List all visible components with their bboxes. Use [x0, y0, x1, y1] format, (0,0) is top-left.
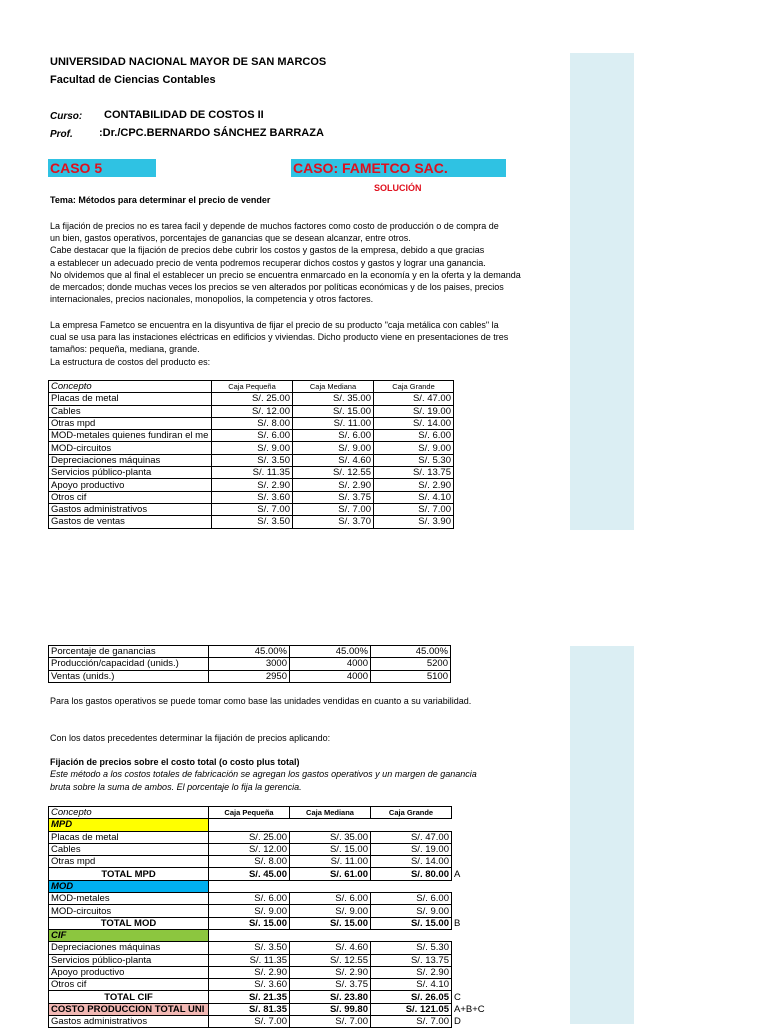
- cell: S/. 9.00: [293, 442, 374, 454]
- cell: Gastos administrativos: [49, 1016, 209, 1028]
- total-label: TOTAL CIF: [49, 991, 209, 1003]
- cell: S/. 15.00: [290, 843, 371, 855]
- cell: Otras mpd: [49, 856, 209, 868]
- empty-cell: [452, 843, 488, 855]
- cell: Gastos administrativos: [49, 503, 212, 515]
- formula-tag: A: [454, 868, 461, 880]
- intro-line: a establecer un adecuado precio de venta podremos recuperar dichos costos y gastos y lograr una ganancia.: [50, 257, 486, 268]
- method-desc-line: bruta sobre la suma de ambos. El porcentaje lo fija la gerencia.: [50, 782, 302, 792]
- total-label: TOTAL MOD: [49, 917, 209, 929]
- cell: S/. 2.90: [209, 966, 290, 978]
- cell: Gastos de ventas: [49, 516, 212, 528]
- section-row-mpd: [49, 819, 488, 831]
- empty-cell: [452, 929, 488, 941]
- cell: Apoyo productivo: [49, 479, 212, 491]
- method-desc-line: Este método a los costos totales de fabricación se agregan los gastos operativos y un margen de ganancia: [50, 769, 477, 779]
- header-concept: Concepto: [49, 807, 209, 819]
- empty-cell: [452, 856, 488, 868]
- cell: S/. 14.00: [374, 417, 454, 429]
- cell: S/. 2.90: [371, 966, 452, 978]
- cell: S/. 11.35: [209, 954, 290, 966]
- parameters-table: [48, 645, 451, 683]
- cost-structure-table: [48, 380, 454, 529]
- table-row: [49, 393, 454, 405]
- cell: S/. 3.50: [212, 454, 293, 466]
- cell: S/. 6.00: [212, 430, 293, 442]
- cell: Apoyo productivo: [49, 966, 209, 978]
- cell: S/. 23.80: [290, 991, 371, 1003]
- header-concept: Concepto: [49, 381, 212, 393]
- empty-cell: [452, 954, 488, 966]
- cell: S/. 4.10: [371, 979, 452, 991]
- cell: S/. 35.00: [293, 393, 374, 405]
- empty-cell: [452, 979, 488, 991]
- cell: Ventas (unids.): [49, 670, 209, 682]
- cell: S/. 6.00: [209, 893, 290, 905]
- cell: S/. 12.00: [212, 405, 293, 417]
- cell: S/. 8.00: [212, 417, 293, 429]
- cell: S/. 4.60: [290, 942, 371, 954]
- table-header-row: [49, 807, 488, 819]
- empty-cell: [452, 831, 488, 843]
- cost-plus-table: [48, 806, 488, 1028]
- university-title: UNIVERSIDAD NACIONAL MAYOR DE SAN MARCOS: [50, 56, 327, 68]
- cell: S/. 9.00: [371, 905, 452, 917]
- empty-cell: [452, 819, 488, 831]
- cell: S/. 12.55: [290, 954, 371, 966]
- cell: S/. 6.00: [374, 430, 454, 442]
- cell: 2950: [209, 670, 290, 682]
- header-large: Caja Grande: [374, 381, 454, 393]
- cell: S/. 7.00: [374, 503, 454, 515]
- cell: Placas de metal: [49, 393, 212, 405]
- cell: S/. 2.90: [293, 479, 374, 491]
- company-banner: CASO: FAMETCO SAC.: [291, 159, 506, 177]
- total-label: TOTAL MPD: [49, 868, 209, 880]
- empty-cell: [452, 893, 488, 905]
- company-line: tamaños: pequeña, mediana, grande.: [50, 344, 200, 355]
- cell: Placas de metal: [49, 831, 209, 843]
- cell: S/. 5.30: [374, 454, 454, 466]
- cell: Depreciaciones máquinas: [49, 942, 209, 954]
- cell: S/. 26.05: [371, 991, 452, 1003]
- table-row: [49, 454, 454, 466]
- empty-cell: [371, 929, 452, 941]
- cell: S/. 47.00: [371, 831, 452, 843]
- table-row: [49, 417, 454, 429]
- cell: 4000: [290, 658, 371, 670]
- formula-tag: D: [454, 1016, 461, 1028]
- header-medium: Caja Mediana: [293, 381, 374, 393]
- solution-label: SOLUCIÓN: [374, 183, 422, 193]
- cell: S/. 11.00: [290, 856, 371, 868]
- side-panel-bottom: [570, 646, 634, 1024]
- cell: Cables: [49, 843, 209, 855]
- faculty-title: Facultad de Ciencias Contables: [50, 74, 216, 86]
- section-label-mpd: MPD: [49, 819, 209, 831]
- cell: Cables: [49, 405, 212, 417]
- cell: S/. 3.75: [293, 491, 374, 503]
- empty-cell: [452, 966, 488, 978]
- cell: S/. 7.00: [293, 503, 374, 515]
- table-row: [49, 893, 488, 905]
- cell: 5200: [371, 658, 451, 670]
- table-row: [49, 954, 488, 966]
- cell: S/. 4.10: [374, 491, 454, 503]
- cell: S/. 2.90: [290, 966, 371, 978]
- intro-line: La fijación de precios no es tarea facil y depende de muchos factores como costo de producción o de compra de: [50, 221, 499, 231]
- intro-line: Cabe destacar que la fijación de precios debe cubrir los costos y gastos de la empresa, debido a que gracias: [50, 245, 485, 256]
- cell: S/. 61.00: [290, 868, 371, 880]
- empty-cell: [209, 929, 290, 941]
- empty-cell: [452, 880, 488, 892]
- cell: S/. 6.00: [293, 430, 374, 442]
- formula-tag: B: [454, 917, 461, 929]
- cell: S/. 121.05: [371, 1003, 452, 1015]
- course-label: Curso:: [50, 111, 83, 122]
- empty-cell: [290, 819, 371, 831]
- cell: S/. 80.00: [371, 868, 452, 880]
- table-row: [49, 646, 451, 658]
- cell: Servicios público-planta: [49, 954, 209, 966]
- total-production-row: [49, 1003, 488, 1015]
- cell: S/. 14.00: [371, 856, 452, 868]
- cell: S/. 13.75: [371, 954, 452, 966]
- table-row: [49, 966, 488, 978]
- cell: S/. 9.00: [209, 905, 290, 917]
- prof-label: Prof.: [50, 129, 73, 140]
- cell: S/. 7.00: [212, 503, 293, 515]
- cell: S/. 2.90: [374, 479, 454, 491]
- theme-title: Tema: Métodos para determinar el precio de vender: [50, 195, 271, 205]
- table-row: [49, 430, 454, 442]
- cell: S/. 13.75: [374, 467, 454, 479]
- section-label-cif: CIF: [49, 929, 209, 941]
- cell: S/. 12.55: [293, 467, 374, 479]
- cell: S/. 3.90: [374, 516, 454, 528]
- cell: 4000: [290, 670, 371, 682]
- intro-line: un bien, gastos operativos, porcentajes de ganancias que se desean alcanzar, entre otros.: [50, 233, 411, 244]
- table-header-row: [49, 381, 454, 393]
- cell: S/. 8.00: [209, 856, 290, 868]
- note-operating: Para los gastos operativos se puede tomar como base las unidades vendidas en cuanto a su variabilidad.: [50, 696, 472, 706]
- prof-value: :Dr./CPC.BERNARDO SÁNCHEZ BARRAZA: [99, 127, 324, 139]
- cell: S/. 15.00: [209, 917, 290, 929]
- cell: 45.00%: [290, 646, 371, 658]
- note-data: Con los datos precedentes determinar la fijación de precios aplicando:: [50, 733, 331, 743]
- intro-line: No olvidemos que al final el establecer un precio se encuentra enmarcado en la economía y en la oferta y la demanda: [50, 269, 521, 280]
- cell: S/. 15.00: [371, 917, 452, 929]
- empty-cell: [209, 880, 290, 892]
- cell: 5100: [371, 670, 451, 682]
- intro-line: internacionales, precios nacionales, monopolios, la competencia y otros factores.: [50, 294, 374, 305]
- cell: S/. 19.00: [371, 843, 452, 855]
- cell: S/. 45.00: [209, 868, 290, 880]
- cell: Otros cif: [49, 979, 209, 991]
- cell: S/. 6.00: [371, 893, 452, 905]
- cell: S/. 3.75: [290, 979, 371, 991]
- cell: S/. 3.50: [209, 942, 290, 954]
- cell: S/. 3.70: [293, 516, 374, 528]
- cell: S/. 3.60: [212, 491, 293, 503]
- intro-line: de mercados; donde muchas veces los precios se ven alterados por políticas económicas y de los paises, precios: [50, 282, 504, 293]
- table-row: [49, 491, 454, 503]
- cell: MOD-metales: [49, 893, 209, 905]
- header-large: Caja Grande: [371, 807, 452, 819]
- cell: S/. 99.80: [290, 1003, 371, 1015]
- table-row: [49, 516, 454, 528]
- cell: S/. 4.60: [293, 454, 374, 466]
- cell: S/. 7.00: [290, 1016, 371, 1028]
- cell: S/. 25.00: [209, 831, 290, 843]
- section-row-mod: [49, 880, 488, 892]
- empty-cell: [290, 929, 371, 941]
- cell: S/. 7.00: [209, 1016, 290, 1028]
- company-paragraph: [50, 319, 508, 368]
- formula-tag: A+B+C: [454, 1003, 485, 1015]
- table-row: [49, 831, 488, 843]
- cell: Depreciaciones máquinas: [49, 454, 212, 466]
- table-row: [49, 467, 454, 479]
- cell: S/. 3.50: [212, 516, 293, 528]
- total-row-mod: [49, 917, 488, 929]
- empty-cell: [452, 807, 488, 819]
- table-row: [49, 979, 488, 991]
- header-medium: Caja Mediana: [290, 807, 371, 819]
- cell: S/. 7.00: [371, 1016, 452, 1028]
- header-small: Caja Pequeña: [209, 807, 290, 819]
- cell: S/. 9.00: [212, 442, 293, 454]
- cell: 45.00%: [371, 646, 451, 658]
- empty-cell: [290, 880, 371, 892]
- cell: MOD-circuitos: [49, 905, 209, 917]
- formula-tag: C: [454, 991, 461, 1003]
- table-row: [49, 442, 454, 454]
- side-panel-top: [570, 53, 634, 530]
- cell: S/. 15.00: [290, 917, 371, 929]
- header-small: Caja Pequeña: [212, 381, 293, 393]
- total-label: COSTO PRODUCCION TOTAL UNI: [49, 1003, 209, 1015]
- section-label-mod: MOD: [49, 880, 209, 892]
- case-banner: CASO 5: [48, 159, 156, 177]
- cell: S/. 11.00: [293, 417, 374, 429]
- cell: S/. 15.00: [293, 405, 374, 417]
- empty-cell: [209, 819, 290, 831]
- cell: S/. 19.00: [374, 405, 454, 417]
- empty-cell: [452, 942, 488, 954]
- table-row: [49, 1016, 488, 1028]
- cell: S/. 21.35: [209, 991, 290, 1003]
- company-line: La empresa Fametco se encuentra en la disyuntiva de fijar el precio de su producto "caja metálica con cables" la: [50, 320, 499, 330]
- table-row: [49, 405, 454, 417]
- cell: 3000: [209, 658, 290, 670]
- cell: S/. 2.90: [212, 479, 293, 491]
- table-row: [49, 503, 454, 515]
- cell: Servicios público-planta: [49, 467, 212, 479]
- empty-cell: [452, 905, 488, 917]
- cell: S/. 11.35: [212, 467, 293, 479]
- empty-cell: [371, 819, 452, 831]
- cell: S/. 47.00: [374, 393, 454, 405]
- company-line: La estructura de costos del producto es:: [50, 356, 211, 367]
- cell: Porcentaje de ganancias: [49, 646, 209, 658]
- table-row: [49, 905, 488, 917]
- cell: Otras mpd: [49, 417, 212, 429]
- cell: Producción/capacidad (unids.): [49, 658, 209, 670]
- table-row: [49, 843, 488, 855]
- cell: S/. 35.00: [290, 831, 371, 843]
- cell: 45.00%: [209, 646, 290, 658]
- cell: S/. 9.00: [374, 442, 454, 454]
- cell: S/. 25.00: [212, 393, 293, 405]
- cell: MOD-metales quienes fundiran el me: [49, 430, 212, 442]
- total-row-cif: [49, 991, 488, 1003]
- company-line: cual se usa para las instaciones eléctricas en edificios y viviendas. Dicho producto viene en presentaciones de tres: [50, 332, 509, 343]
- cell: S/. 9.00: [290, 905, 371, 917]
- cell: S/. 3.60: [209, 979, 290, 991]
- total-row-mpd: [49, 868, 488, 880]
- course-value: CONTABILIDAD DE COSTOS II: [104, 109, 264, 121]
- table-row: [49, 479, 454, 491]
- cell: S/. 6.00: [290, 893, 371, 905]
- cell: S/. 5.30: [371, 942, 452, 954]
- table-row: [49, 658, 451, 670]
- cell: S/. 12.00: [209, 843, 290, 855]
- table-row: [49, 942, 488, 954]
- cell: MOD-circuitos: [49, 442, 212, 454]
- cell: S/. 81.35: [209, 1003, 290, 1015]
- intro-paragraph: [50, 220, 521, 305]
- table-row: [49, 670, 451, 682]
- empty-cell: [371, 880, 452, 892]
- method-title: Fijación de precios sobre el costo total (o costo plus total): [50, 757, 300, 767]
- table-row: [49, 856, 488, 868]
- section-row-cif: [49, 929, 488, 941]
- cell: Otros cif: [49, 491, 212, 503]
